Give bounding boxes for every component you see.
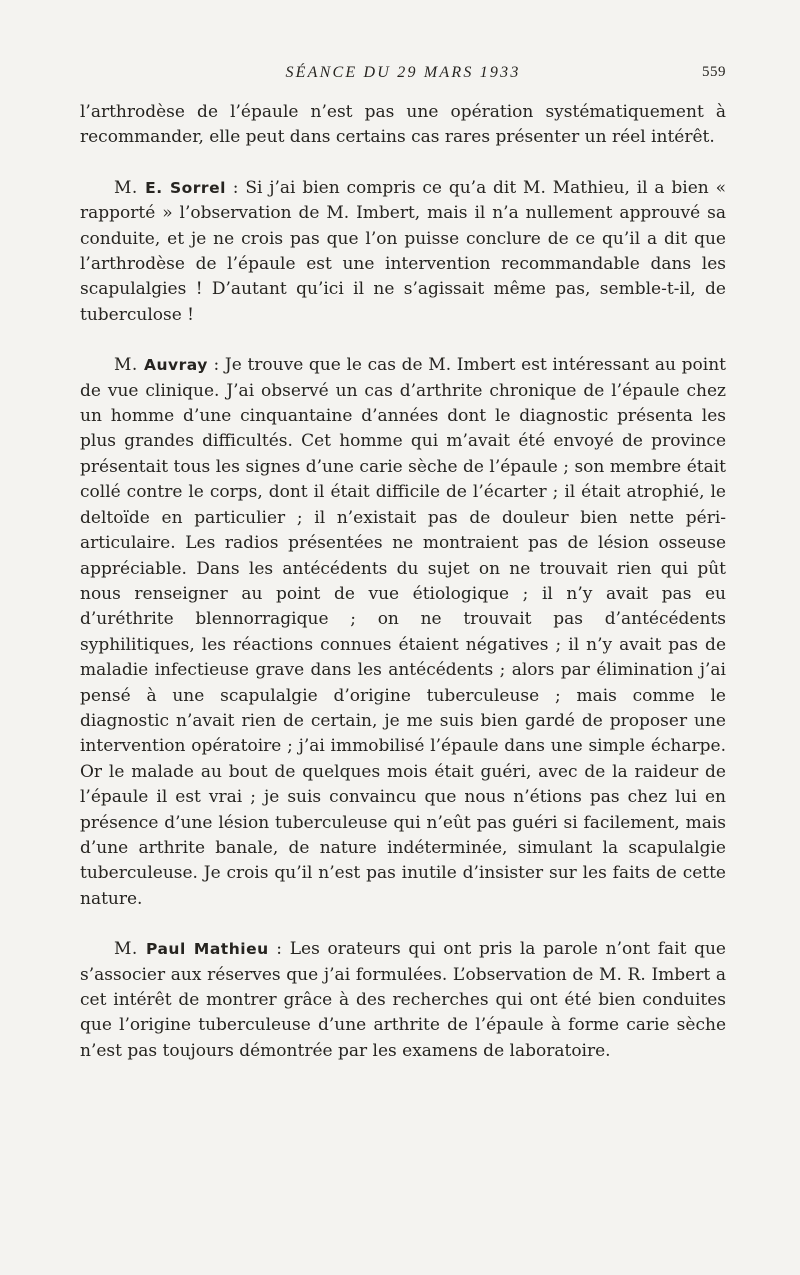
running-head: SÉANCE DU 29 MARS 1933: [285, 64, 521, 81]
page-header: [80, 62, 726, 86]
speaker-name: Paul Mathieu: [146, 940, 269, 959]
paragraph-text: : Les orateurs qui ont pris la parole n’ont fait que s’associer aux réserves que j’ai formulées. L’observation de M. R. Imbert a cet intérêt de montrer grâce à des recherches qui ont été bien conduites que l’origine tuberculeuse d’une arthrite de l’épaule à forme carie sèche n’est pas toujours démontrée par les examens de laboratoire.: [80, 939, 726, 1061]
paragraph-text: : Si j’ai bien compris ce qu’a dit M. Mathieu, il a bien « rapporté » l’observation de M. Imbert, mais il n’a nullement approuvé sa conduite, et je ne crois pas que l’on puisse conclure de ce qu’il a dit que l’arthrodèse de l’épaule est une intervention recommandable dans les scapulalgies ! D’autant qu’ici il ne s’agissait même pas, semble-t-il, de tuberculose !: [80, 177, 726, 325]
page-number: 559: [702, 64, 726, 80]
body-text: [80, 100, 726, 1064]
speaker-title: M.: [114, 939, 146, 960]
paragraph-text: : Je trouve que le cas de M. Imbert est intéressant au point de vue clinique. J’ai observé un cas d’arthrite chronique de l’épaule chez un homme d’une cinquantaine d’années dont le diagnostic présenta les plus grandes difficultés. Cet homme qui m’avait été envoyé de province présentait tous les signes d’une carie sèche de l’épaule ; son membre était collé contre le corps, dont il était difficile de l’écarter ; il était atrophié, le deltoïde en particulier ; il n’existait pas de douleur bien nette péri-articulaire. Les radios présentées ne montraient pas de lésion osseuse appréciable. Dans les antécédents du sujet on ne trouvait rien qui pût nous renseigner au point de vue étiologique ; il n’y avait pas eu d’uréthrite blennorragique ; on ne trouvait pas d’antécédents syphilitiques, les réactions connues étaient négatives ; il n’y avait pas de maladie infectieuse grave dans les antécédents ; alors par élimination j’ai pensé à une scapulalgie d’origine tuberculeuse ; mais comme le diagnostic n’avait rien de certain, je me suis bien gardé de proposer une intervention opératoire ; j’ai immobilisé l’épaule dans une simple écharpe. Or le malade au bout de quelques mois était guéri, avec de la raideur de l’épaule il est vrai ; je suis convaincu que nous n’étions pas chez lui en présence d’une lésion tuberculeuse qui n’eût pas guéri si facilement, mais d’une arthrite banale, de nature indéterminée, simulant la scapulalgie tuberculeuse. Je crois qu’il n’est pas inutile d’insister sur les faits de cette nature.: [80, 355, 727, 909]
speaker-title: M.: [114, 177, 146, 198]
paragraph-continuation: [80, 100, 726, 151]
paragraph-sorrel: [80, 176, 726, 328]
paragraph-text: l’arthrodèse de l’épaule n’est pas une opération systématiquement à recommander, elle peut dans certains cas rares présenter un réel intérêt.: [80, 102, 726, 148]
speaker-title: M.: [114, 355, 144, 376]
paragraph-auvray: [80, 353, 726, 912]
paragraph-mathieu: [80, 937, 726, 1064]
speaker-name: Auvray: [143, 356, 208, 375]
speaker-name: E. Sorrel: [145, 178, 226, 197]
